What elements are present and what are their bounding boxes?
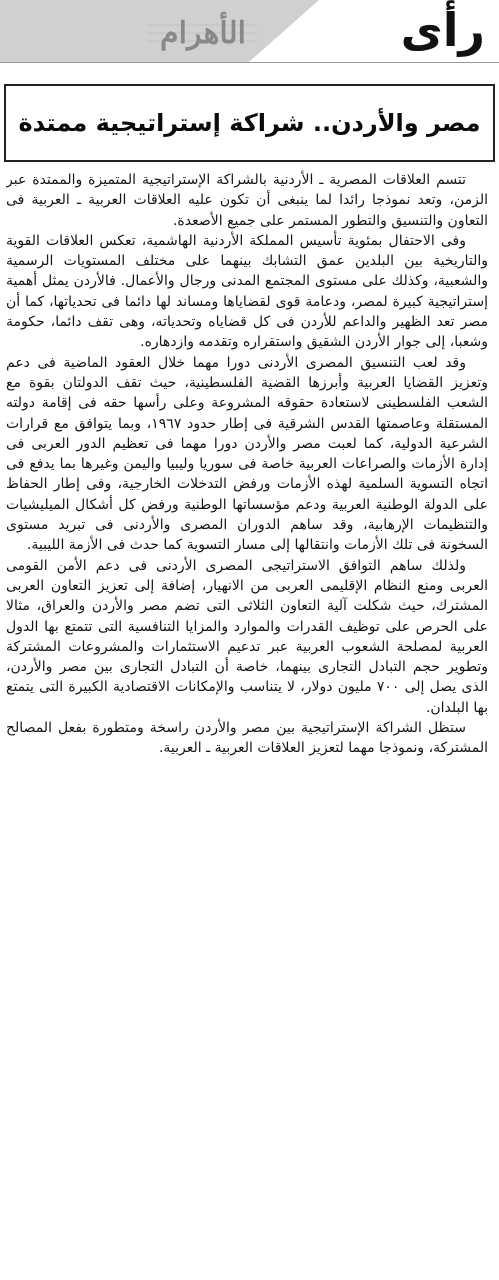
article-paragraph: وفى الاحتفال بمئوية تأسيس المملكة الأردنية الهاشمية، تعكس العلاقات القوية والتاريخية بين البلدين عمق التشابك بينهما على مختلف المستويات الرسمية والشعبية، وكذلك على مستوى المجتمع المدنى ورجال والأعمال. فالأردن يمثل أهمية إستراتيجية كبيرة لمصر، ودعامة قوى لقضاياها ومساند لها دائما فى تحدياتها، كما أن مصر تعد الظهير والداعم للأردن فى كل قضاياه وتحدياته، وهى تقف دائما، حكومة وشعبا، إلى جوار الأردن الشقيق واستقراره وتقدمه وازدهاره. bbox=[6, 232, 488, 351]
section-header bbox=[0, 0, 499, 63]
newspaper-logo bbox=[148, 16, 258, 52]
newspaper-logo-text: الأهرام bbox=[160, 16, 246, 51]
article-paragraph: ستظل الشراكة الإستراتيجية بين مصر والأردن راسخة ومتطورة بفعل المصالح المشتركة، ونموذجا مهما لتعزيز العلاقات العربية ـ العربية. bbox=[6, 720, 488, 757]
article-title: مصر والأردن.. شراكة إستراتيجية ممتدة bbox=[18, 109, 481, 137]
article-body bbox=[6, 170, 488, 1270]
article-paragraph: تتسم العلاقات المصرية ـ الأردنية بالشراكة الإستراتيجية المتميزة والممتدة عبر الزمن، وتعد نموذجا رائدا لما ينبغى أن تكون عليه العلاقات العربية ـ العربية فى التعاون والتنسيق والتطور المستمر على جميع الأصعدة. bbox=[6, 172, 488, 229]
section-label: رأى bbox=[400, 3, 485, 57]
article-paragraph: ولذلك ساهم التوافق الاستراتيجى المصرى الأردنى فى دعم الأمن القومى العربى ومنع النظام الإقليمى العربى من الانهيار، إضافة إلى تعزيز التعاون العربى المشترك، حيث شكلت آلية التعاون الثلاثى التى تضم مصر والأردن والعراق، مثالا على الحرص على توظيف القدرات والموارد والمزايا التنافسية التى تتمتع بها الدول العربية لمصلحة الشعوب العربية عبر تدعيم الاستثمارات والمشروعات المشتركة وتطوير حجم التبادل التجارى بينهما، خاصة أن التبادل التجارى بين مصر والأردن، الذى يصل إلى ٧٠٠ مليون دولار، لا يتناسب والإمكانات الاقتصادية الكبيرة التى يتمتع بها البلدان. bbox=[6, 557, 488, 716]
headline-box bbox=[4, 84, 495, 162]
article-paragraph: وقد لعب التنسيق المصرى الأردنى دورا مهما خلال العقود الماضية فى دعم وتعزيز القضايا العربية وأبرزها القضية الفلسطينية، حيث تقف الدولتان بقوة مع الشعب الفلسطينى لاستعادة حقوقه المشروعة وعلى رأسها حقه فى إقامة دولته المستقلة وعاصمتها القدس الشرقية فى إطار حدود ١٩٦٧، وبما يتوافق مع قرارات الشرعية الدولية، كما لعبت مصر والأردن دورا مهما فى تعظيم الدور العربى فى إدارة الأزمات والصراعات العربية خاصة فى سوريا وليبيا واليمن وغيرها بما يدفع فى اتجاه التسوية السلمية لهذه الأزمات ورفض التدخلات الخارجية، وفى إطار الحفاظ على الدولة الوطنية العربية ودعم مؤسساتها الوطنية ورفض كل أشكال الميليشيات والتنظيمات الإرهابية، وقد ساهم الدوران المصرى والأردنى فى تبريد مستوى السخونة فى تلك الأزمات وانتقالها إلى مسار التسوية كما حدث فى الأزمة الليبية. bbox=[6, 354, 488, 554]
